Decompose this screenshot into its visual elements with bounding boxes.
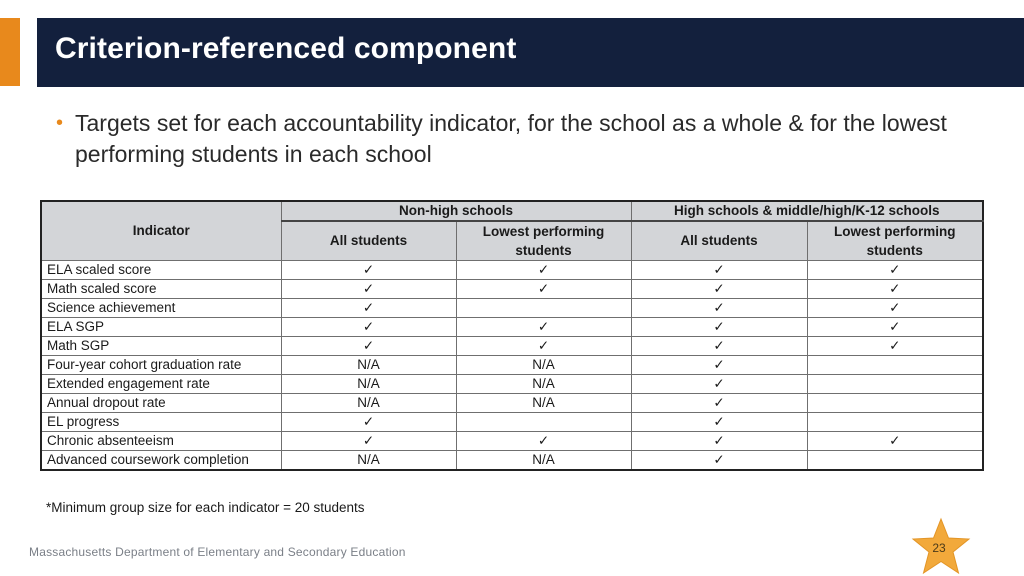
status-cell: ✓ (281, 318, 456, 337)
status-cell: ✓ (631, 318, 807, 337)
status-cell: ✓ (456, 280, 631, 299)
status-cell: ✓ (456, 318, 631, 337)
status-cell: ✓ (281, 280, 456, 299)
subheader-lowest-performing: Lowest performing students (807, 221, 983, 261)
status-cell: ✓ (631, 356, 807, 375)
status-cell: ✓ (807, 432, 983, 451)
status-cell: ✓ (456, 432, 631, 451)
indicator-cell: ELA SGP (41, 318, 281, 337)
table-row (41, 337, 983, 356)
status-cell: ✓ (807, 299, 983, 318)
status-cell: ✓ (631, 261, 807, 280)
table-row (41, 356, 983, 375)
status-cell: N/A (456, 451, 631, 471)
table-row (41, 299, 983, 318)
status-cell: ✓ (807, 261, 983, 280)
status-cell: ✓ (631, 432, 807, 451)
table-row (41, 432, 983, 451)
status-cell (807, 394, 983, 413)
bullet-text: Targets set for each accountability indicator, for the school as a whole & for the lowest performing students in each school (75, 110, 947, 167)
group-header-nonhigh: Non-high schools (281, 201, 631, 221)
footer-organization: Massachusetts Department of Elementary and Secondary Education (29, 545, 406, 559)
indicator-cell: Annual dropout rate (41, 394, 281, 413)
status-cell: ✓ (281, 261, 456, 280)
status-cell: ✓ (631, 299, 807, 318)
indicator-cell: Science achievement (41, 299, 281, 318)
table-row (41, 451, 983, 471)
title-bar (37, 18, 1024, 87)
status-cell (807, 356, 983, 375)
status-cell: ✓ (631, 451, 807, 471)
status-cell: ✓ (631, 337, 807, 356)
bullet-dot-icon: • (56, 112, 64, 134)
status-cell: ✓ (807, 280, 983, 299)
indicator-cell: EL progress (41, 413, 281, 432)
status-cell: ✓ (281, 432, 456, 451)
status-cell: N/A (281, 451, 456, 471)
indicator-cell: Extended engagement rate (41, 375, 281, 394)
footnote: *Minimum group size for each indicator = 20 students (46, 500, 365, 515)
status-cell: N/A (281, 356, 456, 375)
status-cell: ✓ (631, 375, 807, 394)
status-cell: ✓ (631, 280, 807, 299)
table-row (41, 375, 983, 394)
indicator-cell: ELA scaled score (41, 261, 281, 280)
indicator-cell: Chronic absenteeism (41, 432, 281, 451)
subheader-lowest-performing: Lowest performing students (456, 221, 631, 261)
status-cell (807, 375, 983, 394)
table-row (41, 280, 983, 299)
subheader-all-students: All students (281, 221, 456, 261)
status-cell (807, 451, 983, 471)
indicator-header: Indicator (41, 201, 281, 261)
status-cell: ✓ (807, 337, 983, 356)
page-number: 23 (932, 541, 946, 555)
status-cell (456, 299, 631, 318)
status-cell: ✓ (281, 413, 456, 432)
title-accent-bar (0, 18, 20, 86)
indicator-cell: Math scaled score (41, 280, 281, 299)
subheader-all-students: All students (631, 221, 807, 261)
indicator-cell: Math SGP (41, 337, 281, 356)
status-cell: ✓ (456, 261, 631, 280)
table-row (41, 318, 983, 337)
status-cell: N/A (456, 375, 631, 394)
status-cell: ✓ (281, 299, 456, 318)
bullet-list (56, 108, 986, 170)
status-cell: N/A (281, 375, 456, 394)
table-row (41, 413, 983, 432)
status-cell: N/A (456, 394, 631, 413)
status-cell (807, 413, 983, 432)
status-cell: ✓ (807, 318, 983, 337)
table-row (41, 261, 983, 280)
status-cell: ✓ (631, 394, 807, 413)
status-cell: N/A (281, 394, 456, 413)
status-cell: ✓ (631, 413, 807, 432)
indicator-cell: Four-year cohort graduation rate (41, 356, 281, 375)
status-cell (456, 413, 631, 432)
status-cell: ✓ (281, 337, 456, 356)
status-cell: N/A (456, 356, 631, 375)
status-cell: ✓ (456, 337, 631, 356)
slide-title: Criterion-referenced component (55, 32, 517, 65)
indicator-cell: Advanced coursework completion (41, 451, 281, 471)
group-header-high: High schools & middle/high/K-12 schools (631, 201, 983, 221)
indicator-table (40, 200, 984, 471)
table-row (41, 394, 983, 413)
